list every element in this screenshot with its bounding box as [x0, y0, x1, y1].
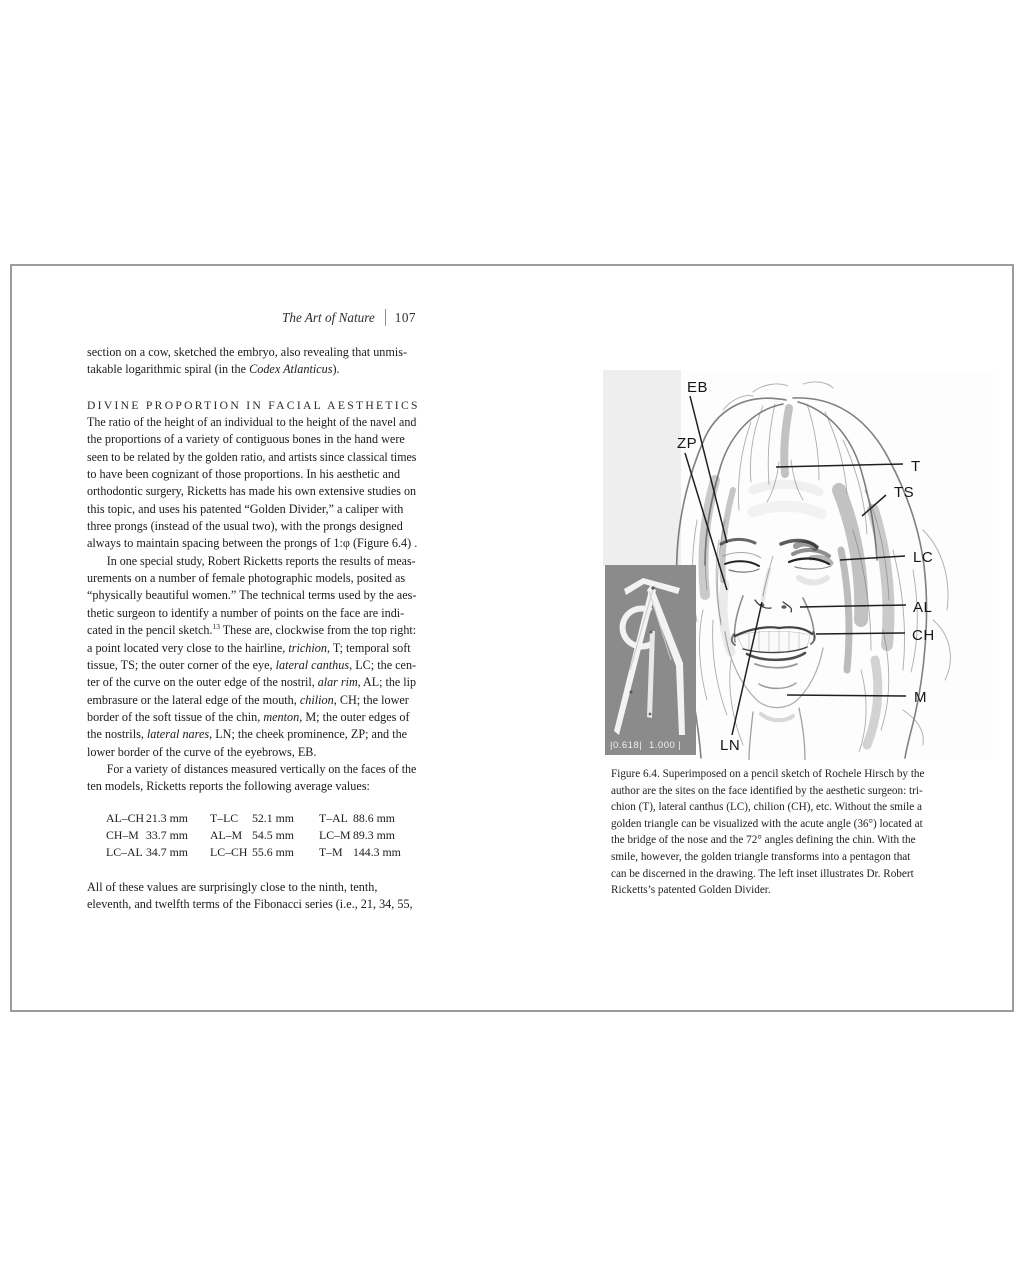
- text-line: this topic, and uses his patented “Golden Divider,” a caliper with: [87, 501, 404, 516]
- pencil-sketch-figure: [603, 370, 993, 760]
- section-heading: DIVINE PROPORTION IN FACIAL AESTHETICS: [87, 398, 420, 412]
- text-line: Figure 6.4. Superimposed on a pencil sketch of Rochele Hirsch by the: [611, 768, 925, 780]
- measurement-cell: [319, 844, 401, 861]
- running-head-title: The Art of Nature: [282, 309, 375, 325]
- measurement-cell: [210, 844, 294, 861]
- text-line: For a variety of distances measured vertically on the faces of the: [106, 761, 417, 776]
- text-line: In one special study, Robert Ricketts reports the results of meas-: [106, 553, 416, 568]
- text-line: the nostrils, lateral nares, LN; the cheek prominence, ZP; and the: [87, 727, 408, 742]
- text-line: lower border of the curve of the eyebrows, EB.: [87, 744, 317, 759]
- measurement-value: 21.3 mm: [146, 810, 188, 825]
- label-zp: ZP: [677, 435, 698, 452]
- measurement-value: 55.6 mm: [252, 845, 294, 860]
- measurement-value: 34.7 mm: [146, 845, 188, 860]
- text-line: eleventh, and twelfth terms of the Fibonacci series (i.e., 21, 34, 55,: [87, 896, 413, 911]
- label-ch: CH: [912, 627, 935, 644]
- text-line: ter of the curve on the outer edge of the nostril, alar rim, AL; the lip: [87, 675, 417, 690]
- text-line: section on a cow, sketched the embryo, also revealing that unmis-: [87, 345, 408, 359]
- inset-scale-0618: |0.618|: [610, 740, 643, 751]
- measurement-cell: [106, 827, 188, 844]
- text-line: can be discerned in the drawing. The left inset illustrates Dr. Robert: [611, 867, 914, 880]
- running-head-divider: [385, 309, 386, 326]
- measurement-value: 144.3 mm: [353, 845, 401, 860]
- measurements-table: [87, 810, 416, 862]
- measurement-label: CH–M: [106, 827, 139, 842]
- measurement-value: 88.6 mm: [353, 810, 395, 825]
- measurement-label: T–M: [319, 845, 343, 860]
- text-line: three prongs (instead of the usual two), with the prongs designed: [87, 519, 403, 534]
- label-m: M: [914, 689, 927, 706]
- measurement-cell: [319, 810, 395, 827]
- measurement-row: [87, 844, 416, 861]
- measurement-label: T–LC: [210, 810, 239, 825]
- paragraph-study: [87, 553, 416, 761]
- measurement-cell: [106, 844, 188, 861]
- inset-scale-1000: 1.000 |: [649, 740, 682, 751]
- measurement-value: 52.1 mm: [252, 810, 294, 825]
- text-line: “physically beautiful women.” The technical terms used by the aes-: [87, 588, 417, 603]
- text-line: The ratio of the height of an individual to the height of the navel and: [87, 415, 417, 430]
- text-line: always to maintain spacing between the prongs of 1:φ (Figure 6.4) .: [87, 536, 418, 551]
- measurement-cell: [319, 827, 395, 844]
- figure-6-4: [603, 370, 993, 760]
- measurement-value: 89.3 mm: [353, 827, 395, 842]
- measurement-label: LC–M: [319, 827, 351, 842]
- paper-tint: [603, 370, 681, 566]
- paragraph-intro: [87, 344, 416, 379]
- measurement-value: 54.5 mm: [252, 827, 294, 842]
- text-line: ten models, Ricketts reports the following average values:: [87, 779, 370, 794]
- paragraph-distances: [87, 761, 416, 796]
- label-ln: LN: [720, 737, 741, 754]
- label-ts: TS: [894, 484, 915, 501]
- callout-line-ch: [816, 633, 905, 634]
- measurement-cell: [210, 827, 294, 844]
- right-nostril: [781, 605, 786, 609]
- text-line: chion (T), lateral canthus (LC), chilion (CH), etc. Without the smile a: [611, 801, 922, 814]
- running-head: [87, 309, 416, 326]
- measurement-row: [87, 827, 416, 844]
- measurement-cell: [106, 810, 188, 827]
- measurement-row: [87, 810, 416, 827]
- paragraph-ratio: [87, 414, 416, 553]
- left-text-column: [87, 344, 420, 913]
- label-al: AL: [913, 599, 933, 616]
- text-line: the bridge of the nose and the 72° angles defining the chin. With the: [611, 834, 916, 847]
- paragraph-fibonacci: [87, 879, 416, 914]
- text-line: the proportions of a variety of contiguous bones in the hand were: [87, 432, 405, 447]
- page-number: 107: [394, 309, 416, 325]
- measurement-label: AL–CH: [106, 810, 145, 825]
- label-lc: LC: [913, 549, 934, 566]
- text-line: urements on a number of female photographic models, posited as: [87, 571, 406, 586]
- text-line: All of these values are surprisingly close to the ninth, tenth,: [87, 879, 378, 894]
- figure-caption: [611, 766, 929, 899]
- text-line: orthodontic surgery, Ricketts has made his own extensive studies on: [87, 484, 417, 499]
- text-line: thetic surgeon to identify a number of points on the face are indi-: [87, 605, 405, 620]
- callout-line-m: [787, 695, 906, 696]
- label-t: T: [911, 458, 921, 475]
- label-eb: EB: [687, 379, 709, 396]
- text-line: a point located very close to the hairline, trichion, T; temporal soft: [87, 640, 411, 655]
- text-line: takable logarithmic spiral (in the Codex Atlanticus).: [87, 362, 340, 377]
- text-line: embrasure or the lateral edge of the mouth, chilion, CH; the lower: [87, 692, 409, 707]
- measurement-label: LC–CH: [210, 845, 248, 860]
- text-line: smile, however, the golden triangle transforms into a pentagon that: [611, 850, 911, 863]
- measurement-label: T–AL: [319, 810, 348, 825]
- text-line: author are the sites on the face identified by the aesthetic surgeon: tri-: [611, 784, 923, 797]
- text-line: to have been cognizant of those proportions. In his aesthetic and: [87, 467, 401, 482]
- measurement-value: 33.7 mm: [146, 827, 188, 842]
- text-line: golden triangle can be visualized with the acute angle (36°) located at: [611, 817, 923, 830]
- measurement-cell: [210, 810, 294, 827]
- text-line: border of the soft tissue of the chin, menton, M; the outer edges of: [87, 709, 410, 724]
- measurement-label: LC–AL: [106, 845, 143, 860]
- golden-divider-inset: [605, 565, 696, 755]
- measurement-label: AL–M: [210, 827, 243, 842]
- text-line: cated in the pencil sketch.$^{13}$ These are, clockwise from the top right:: [87, 622, 417, 638]
- text-line: seen to be related by the golden ratio, and artists since classical times: [87, 449, 417, 464]
- text-line: tissue, TS; the outer corner of the eye, lateral canthus, LC; the cen-: [87, 657, 417, 672]
- text-line: Ricketts’s patented Golden Divider.: [611, 884, 771, 897]
